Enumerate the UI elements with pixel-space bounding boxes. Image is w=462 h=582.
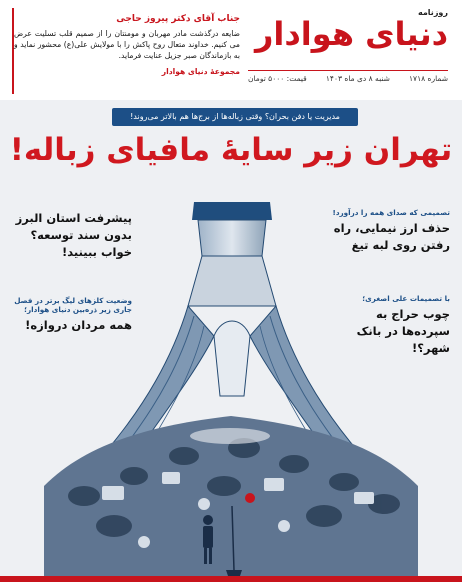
cover-headline[interactable]: تهران زیر سایهٔ مافیای زباله! <box>9 132 453 168</box>
issue-price: قیمت: ۵۰۰۰ تومان <box>248 74 307 83</box>
story-kicker: وضعیت کلزهای لیگ برتر در فصل جاری زیر ذره‌بین دنیای هوادار؛ <box>14 296 132 314</box>
bottom-border <box>0 576 462 582</box>
logo-prefix: روزنامه <box>418 8 448 17</box>
story-title: حذف ارز نیمایی، راه رفتن روی لبه تیغ <box>333 221 450 252</box>
story-kicker: تصمیمی که صدای همه را درآورد! <box>332 208 450 217</box>
issue-date: شنبه ۸ دی ماه ۱۴۰۳ <box>325 74 390 83</box>
story-right-1[interactable] <box>330 208 450 254</box>
newspaper-logo[interactable]: دنیای هوادار <box>254 15 448 53</box>
story-title: پیشرفت استان البرز بدون سند توسعه؟ خواب ببینید! <box>15 211 132 259</box>
story-left-1[interactable] <box>12 210 132 261</box>
condolence-notice <box>14 14 240 76</box>
story-title: همه مردان دروازه! <box>25 318 132 332</box>
story-left-2[interactable] <box>12 296 132 334</box>
story-title: چوب حراج به سپرده‌ها در بانک شهر؟! <box>356 307 450 355</box>
issue-line <box>248 70 448 83</box>
story-right-2[interactable] <box>330 294 450 357</box>
cover-kicker[interactable]: مدیریت یا دفن بحران؟ وقتی زباله‌ها از برج‌ها هم بالاتر می‌روند! <box>112 108 358 126</box>
condolence-title: جناب آقای دکتر پیروز حاجی <box>116 14 240 24</box>
issue-number: شماره ۱۷۱۸ <box>409 74 448 83</box>
story-kicker: با تصمیمات علی اصغری؛ <box>362 294 450 303</box>
condolence-signature: مجموعهٔ دنیای هوادار <box>161 67 240 76</box>
condolence-body: ضایعه درگذشت مادر مهربان و مومنتان را از صمیم قلب تسلیت عرض می کنیم. خداوند متعال روح پاکش را با مولایش علی(ع) محشور نماید و به بازماندگان صبر جزیل عنایت فرماید. <box>14 29 240 60</box>
